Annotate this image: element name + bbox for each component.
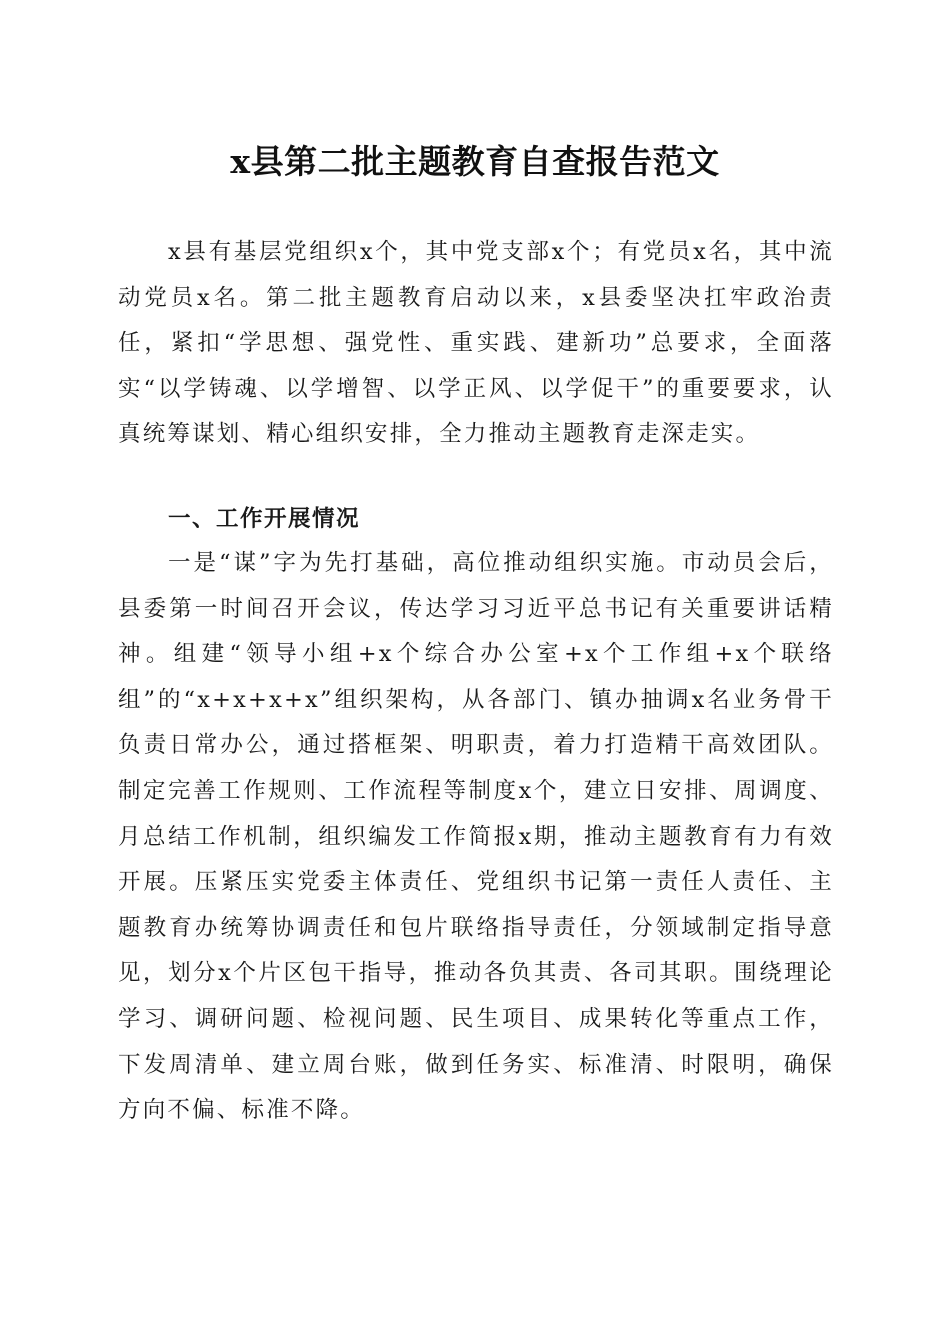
- document-title: x县第二批主题教育自查报告范文: [230, 142, 720, 181]
- intro-paragraph: x县有基层党组织x个，其中党支部x个；有党员x名，其中流动党员x名。第二批主题教育启动以来，x县委坚决扛牢政治责任，紧扣“学思想、强党性、重实践、建新功”总要求，全面落实“以学铸魂、以学增智、以学正风、以学促干”的重要要求，认真统筹谋划、精心组织安排，全力推动主题教育走深走实。: [118, 239, 834, 448]
- section-paragraph: 一是“谋”字为先打基础，高位推动组织实施。市动员会后，县委第一时间召开会议，传达学习习近平总书记有关重要讲话精神。组建“领导小组+x个综合办公室+x个工作组+x个联络组”的“x+x+x+x”组织架构，从各部门、镇办抽调x名业务骨干负责日常办公，通过搭框架、明职责，着力打造精干高效团队。制定完善工作规则、工作流程等制度x个，建立日安排、周调度、月总结工作机制，组织编发工作简报x期，推动主题教育有力有效开展。压紧压实党委主体责任、党组织书记第一责任人责任、主题教育办统筹协调责任和包片联络指导责任，分领域制定指导意见，划分x个片区包干指导，推动各负其责、各司其职。围绕理论学习、调研问题、检视问题、民生项目、成果转化等重点工作，下发周清单、建立周台账，做到任务实、标准清、时限明，确保方向不偏、标准不降。: [118, 550, 834, 1124]
- section-heading: 一、工作开展情况: [168, 506, 361, 532]
